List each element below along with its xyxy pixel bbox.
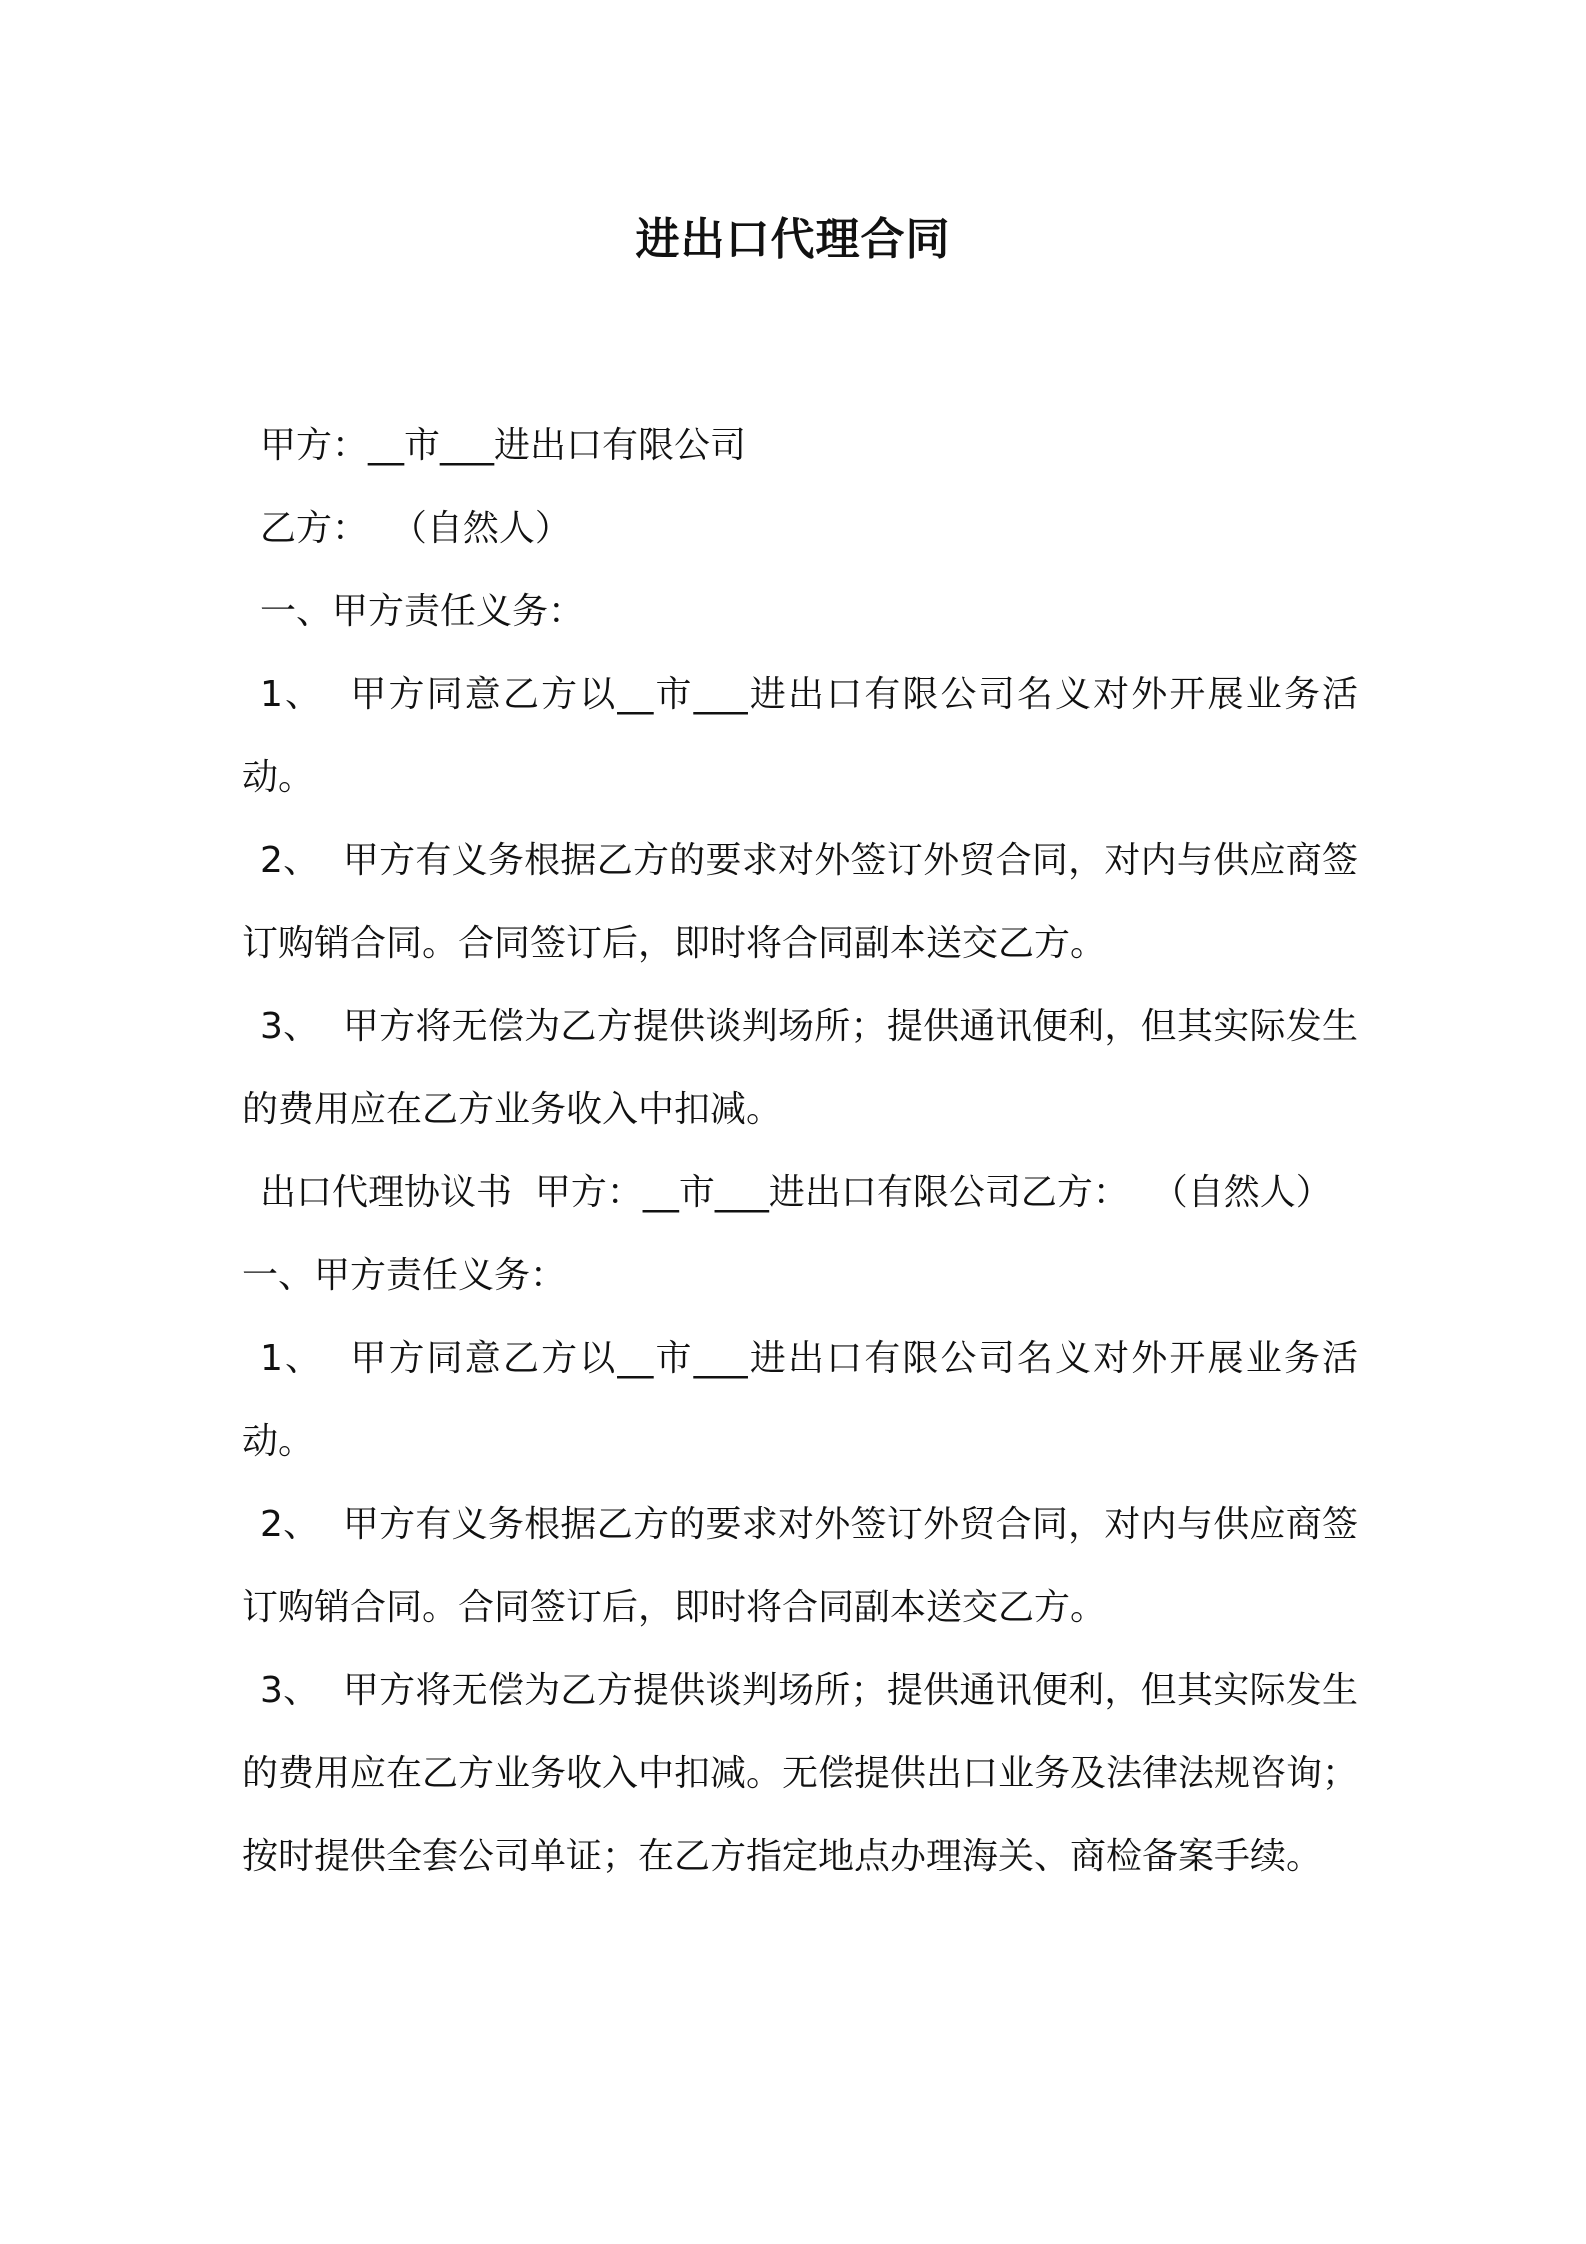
document-body	[242, 404, 1358, 1898]
clause-2: 2、 甲方有义务根据乙方的要求对外签订外贸合同，对内与供应商签订购销合同。合同签订后，即时将合同副本送交乙方。	[242, 840, 1358, 964]
clause-3: 3、 甲方将无偿为乙方提供谈判场所；提供通讯便利，但其实际发生的费用应在乙方业务收入中扣减。	[242, 1006, 1358, 1130]
agreement-header-line: 出口代理协议书 甲方：__市___进出口有限公司乙方： （自然人）	[260, 1172, 1332, 1213]
clause-1-repeat: 1、 甲方同意乙方以__市___进出口有限公司名义对外开展业务活动。	[242, 1338, 1358, 1462]
clause-2-repeat: 2、 甲方有义务根据乙方的要求对外签订外贸合同，对内与供应商签订购销合同。合同签订后，即时将合同副本送交乙方。	[242, 1504, 1358, 1628]
party-a-line: 甲方：__市___进出口有限公司	[260, 425, 747, 466]
clause-3-extended: 3、 甲方将无偿为乙方提供谈判场所；提供通讯便利，但其实际发生的费用应在乙方业务收入中扣减。无偿提供出口业务及法律法规咨询；按时提供全套公司单证；在乙方指定地点办理海关、商检备案手续。	[242, 1670, 1359, 1877]
section-heading: 一、甲方责任义务：	[260, 591, 585, 632]
document-title: 进出口代理合同	[635, 214, 951, 265]
section-heading-repeat: 一、甲方责任义务：	[242, 1255, 567, 1296]
party-b-line: 乙方： （自然人）	[260, 508, 571, 549]
clause-1: 1、 甲方同意乙方以__市___进出口有限公司名义对外开展业务活动。	[242, 674, 1358, 798]
